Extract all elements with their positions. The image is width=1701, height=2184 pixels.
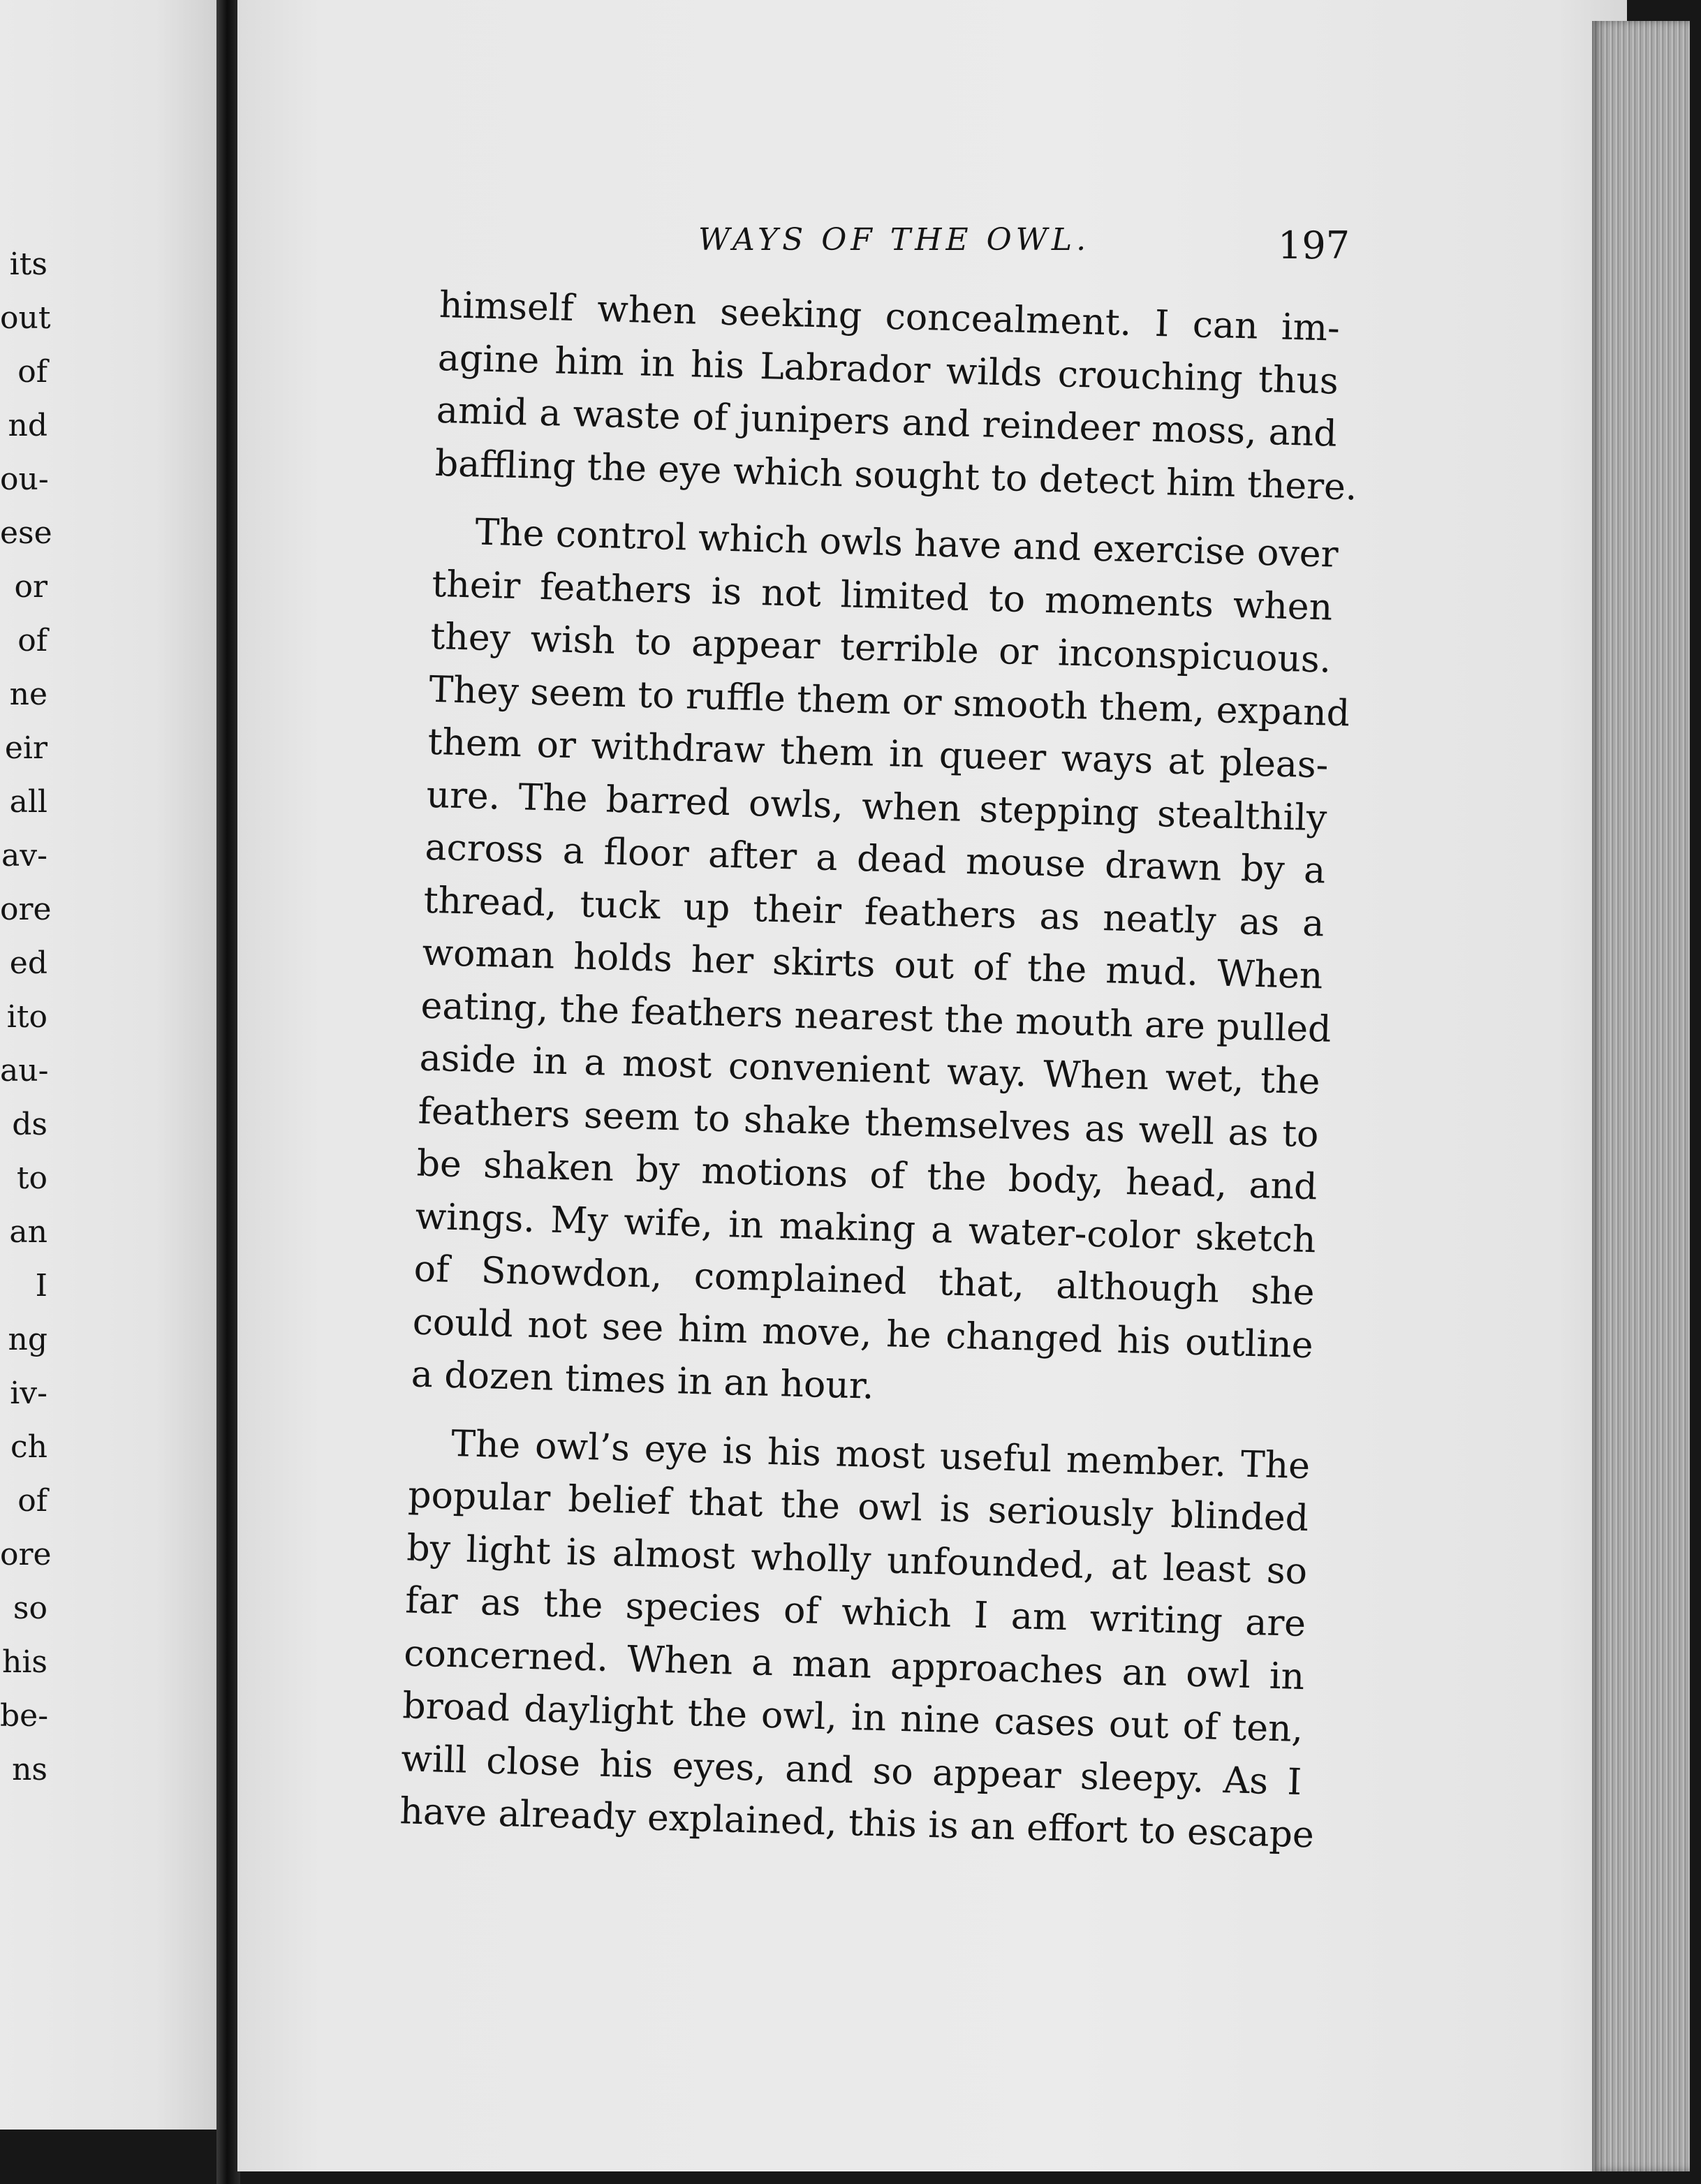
text-line: be shaken by motions of the body, head, and [416, 1142, 1318, 1209]
previous-page-fragment-line: ng [8, 1322, 47, 1357]
previous-page-fragment-line: ore [0, 892, 52, 927]
previous-page-fragment-line: an [9, 1214, 47, 1250]
previous-page-fragment-line: all [9, 784, 47, 820]
text-line: feathers seem to shake themselves as well as to [418, 1090, 1320, 1156]
previous-page-fragment-line: ds [12, 1107, 47, 1142]
previous-page-fragment-line: ese [0, 515, 52, 551]
text-line: of Snowdon, complained that, although she [413, 1248, 1316, 1314]
book-gutter [216, 0, 240, 2184]
page-edges [1592, 21, 1690, 2171]
previous-page-fragment-line: so [13, 1591, 47, 1626]
text-line: aside in a most convenient way. When wet, the [419, 1037, 1321, 1103]
text-line: himself when seeking concealment. I can im- [439, 283, 1341, 350]
paragraph [399, 1417, 1315, 1862]
text-line: concerned. When a man approaches an owl in [403, 1632, 1305, 1698]
previous-page-fragment-line: ed [9, 945, 47, 981]
previous-page-fragment-line: his [2, 1644, 47, 1680]
previous-page-fragment-line: ou- [0, 462, 49, 497]
text-line: The owl’s eye is his most useful member. The [450, 1422, 1311, 1487]
text-line: will close his eyes, and so appear sleepy. As I [400, 1737, 1302, 1803]
previous-page-fragment-line: ito [6, 999, 47, 1035]
text-line: eating, the feathers nearest the mouth are pulled [420, 984, 1332, 1051]
previous-page-fragment-line: its [9, 246, 47, 282]
previous-page-fragment-line: be- [0, 1698, 49, 1734]
previous-page-fragment-line: eir [4, 730, 47, 766]
previous-page-fragment-line: ore [0, 1537, 52, 1572]
text-line: them or withdraw them in queer ways at pleas- [427, 721, 1329, 787]
previous-page-fragment-line: av- [1, 838, 47, 873]
previous-page-fragment-line: of [17, 1483, 47, 1519]
previous-page-fragment-line: au- [0, 1053, 49, 1089]
previous-page-fragment-line: iv- [10, 1375, 47, 1411]
text-line: thread, tuck up their feathers as neatly as a [422, 879, 1325, 945]
text-line: could not see him move, he changed his outline [412, 1300, 1314, 1366]
previous-page-fragment-line: of [17, 623, 47, 658]
text-line: a dozen times in an hour. [411, 1353, 875, 1408]
paragraph [411, 506, 1350, 1425]
previous-page-fragment-line: ns [12, 1752, 47, 1787]
text-line: popular belief that the owl is seriously blinded [407, 1474, 1309, 1540]
text-line: woman holds her skirts out of the mud. When [421, 931, 1324, 998]
previous-page-fragment-line: or [14, 569, 47, 605]
text-line: They seem to ruffle them or smooth them, expand [428, 668, 1350, 735]
previous-page-line-endings [0, 237, 52, 1796]
body-text [399, 279, 1358, 1862]
text-line: baffling the eye which sought to detect him there. [434, 442, 1358, 508]
text-line: wings. My wife, in making a water-color sketch [415, 1195, 1317, 1261]
text-line: far as the species of which I am writing are [404, 1579, 1306, 1646]
text-line: ure. The barred owls, when stepping stealthily [425, 774, 1328, 840]
previous-page-fragment-line: nd [8, 408, 47, 443]
text-line: across a floor after a dead mouse drawn by a [424, 826, 1327, 892]
text-line: their feathers is not limited to moments when [431, 563, 1333, 629]
previous-page-fragment [0, 0, 222, 2130]
previous-page-fragment-line: to [16, 1160, 47, 1196]
text-line: by light is almost wholly unfounded, at least so [406, 1526, 1308, 1593]
previous-page-fragment-line: I [35, 1268, 47, 1304]
previous-page-fragment-line: ne [9, 677, 47, 712]
text-line: agine him in his Labrador wilds crouching thus [437, 337, 1339, 403]
page-number: 197 [1278, 223, 1350, 267]
previous-page-fragment-line: of [17, 354, 47, 390]
text-line: The control which owls have and exercise over [474, 511, 1339, 576]
paragraph [434, 279, 1358, 514]
text-line: broad daylight the owl, in nine cases out of ten, [402, 1685, 1304, 1751]
running-head: WAYS OF THE OWL. [698, 222, 1091, 258]
previous-page-fragment-line: out [0, 300, 51, 336]
text-line: have already explained, this is an effort to escape [399, 1790, 1315, 1857]
text-line: they wish to appear terrible or inconspicuous. [429, 615, 1332, 681]
previous-page-fragment-line: ch [10, 1429, 47, 1465]
text-line: amid a waste of junipers and reindeer moss, and [436, 389, 1338, 455]
